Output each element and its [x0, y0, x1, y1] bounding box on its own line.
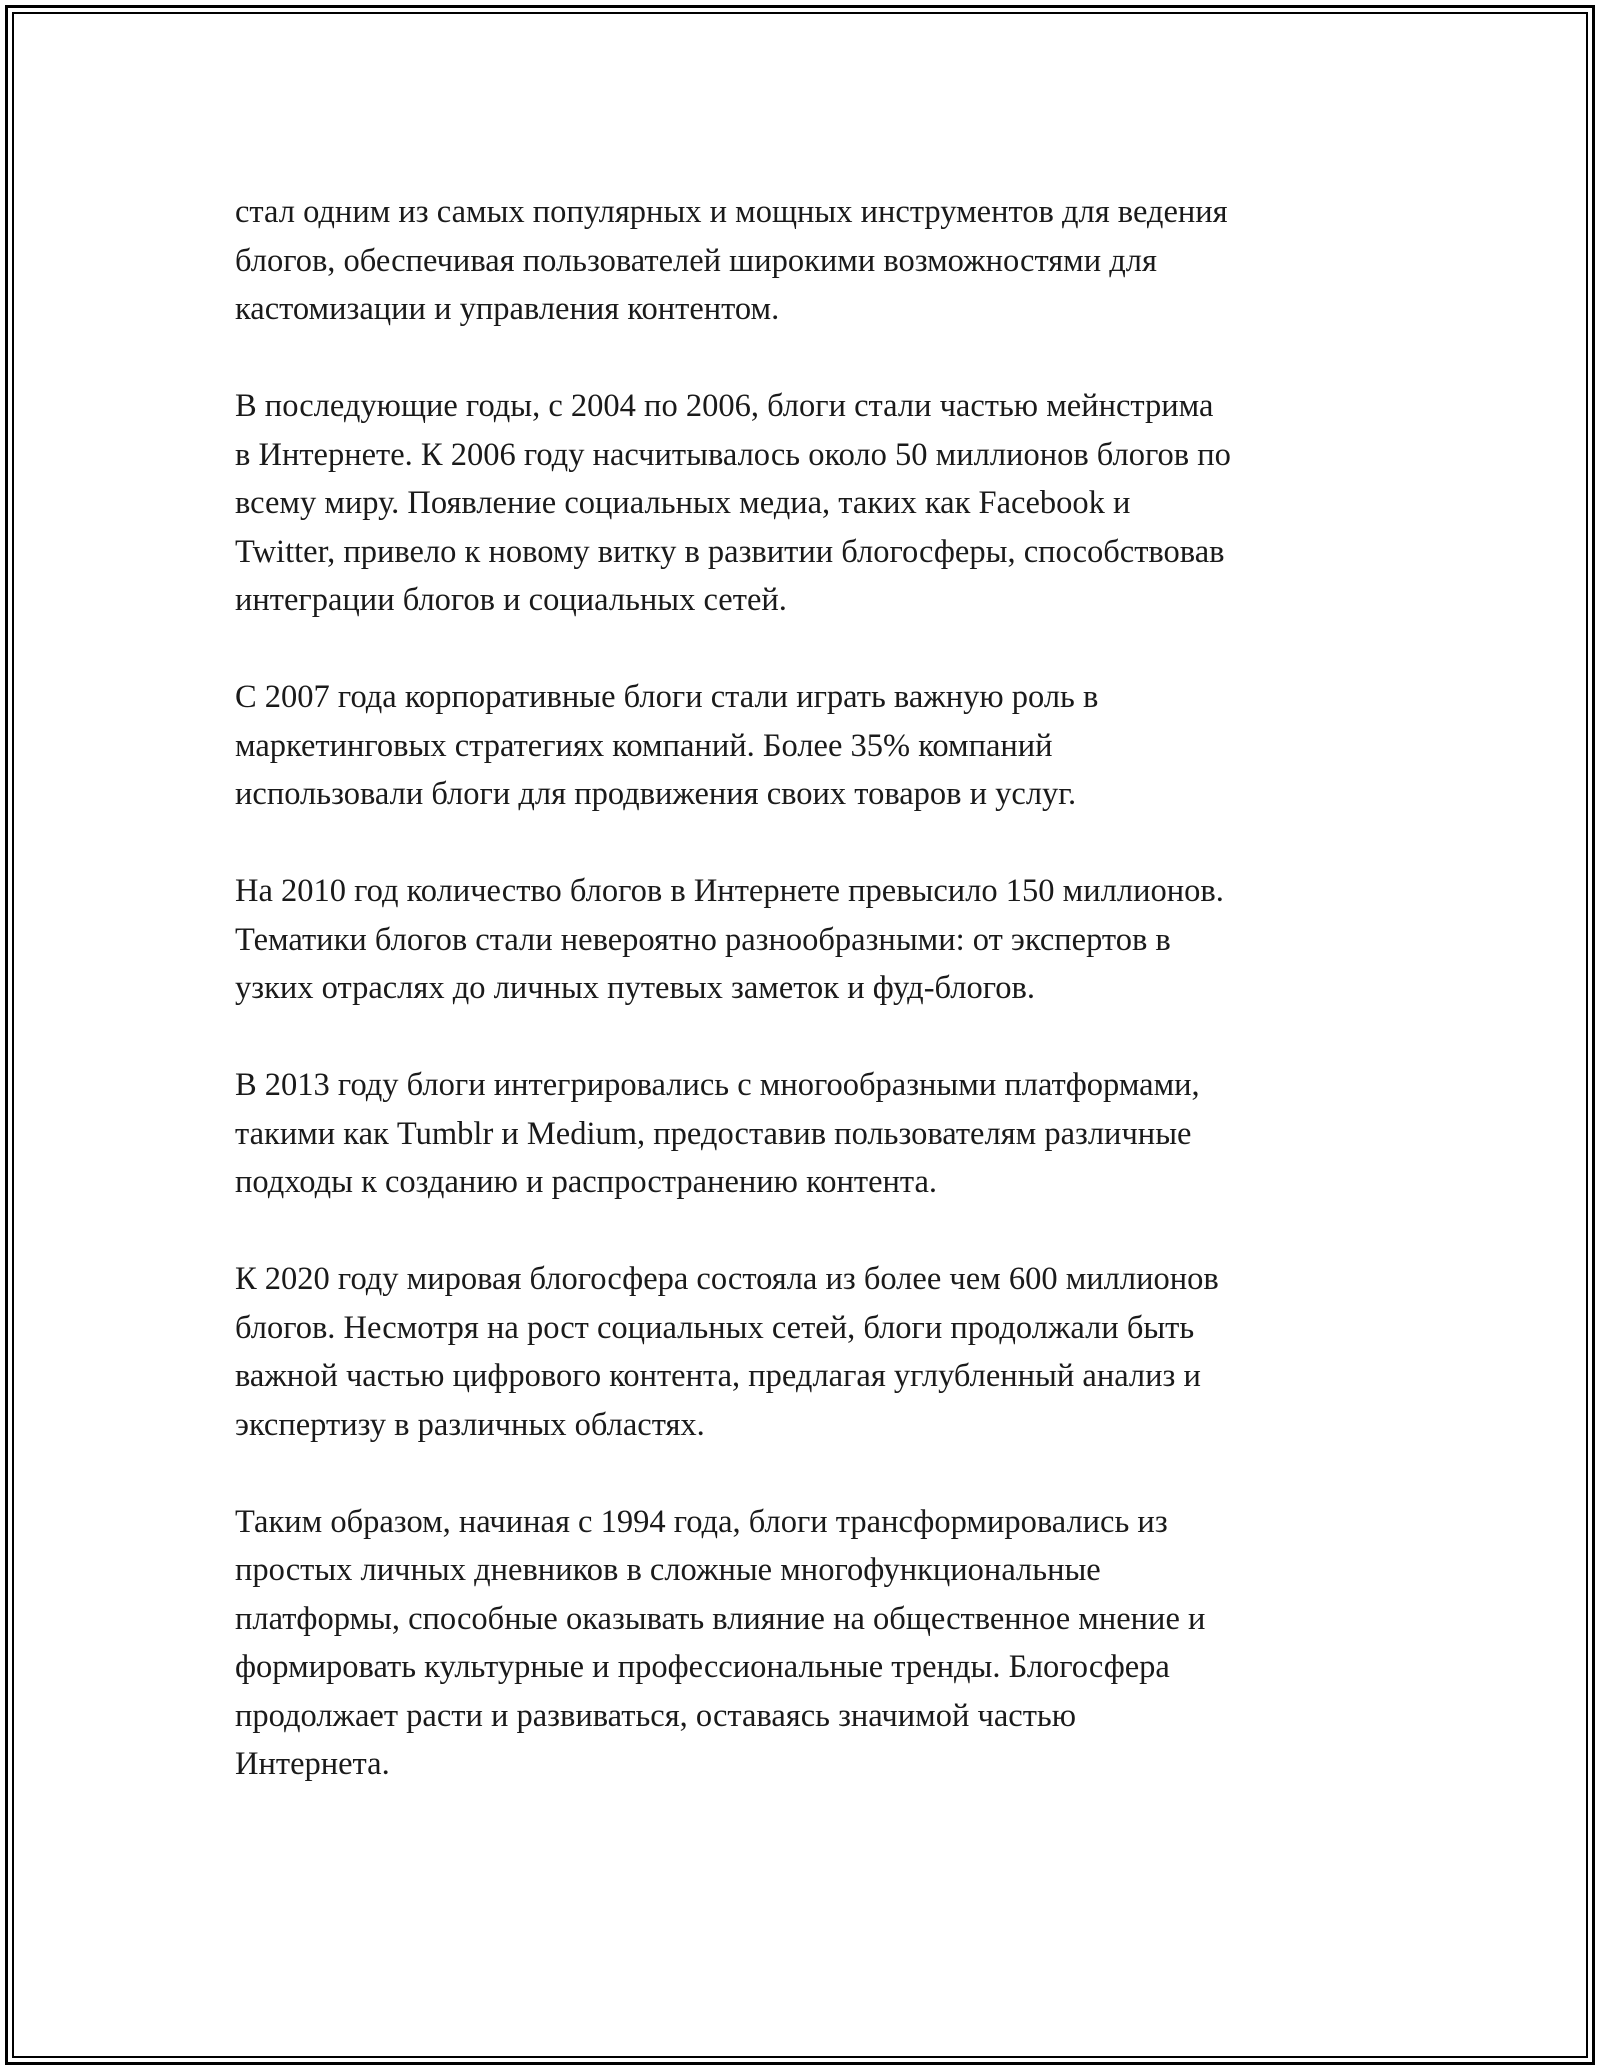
document-body — [235, 188, 1385, 1789]
paragraph-7: Таким образом, начиная с 1994 года, блоги трансформировались из простых личных дневников в сложные многофункциональные платформы, способные оказывать влияние на общественное мнение и формировать культурные и профессиональные тренды. Блогосфера продолжает расти и развиваться, оставаясь значимой частью Интернета. — [235, 1503, 1206, 1782]
paragraph-3: С 2007 года корпоративные блоги стали играть важную роль в маркетинговых стратегиях компаний. Более 35% компаний использовали блоги для продвижения своих товаров и услуг. — [235, 679, 1099, 812]
paragraph-6: К 2020 году мировая блогосфера состояла из более чем 600 миллионов блогов. Несмотря на рост социальных сетей, блоги продолжали быть важной частью цифрового контента, предлагая углубленный анализ и экспертизу в различных областях. — [235, 1261, 1219, 1443]
paragraph-4: На 2010 год количество блогов в Интернете превысило 150 миллионов. Тематики блогов стали невероятно разнообразными: от экспертов в узких отраслях до личных путевых заметок и фуд-блогов. — [235, 873, 1224, 1006]
paragraph-2: В последующие годы, с 2004 по 2006, блоги стали частью мейнстрима в Интернете. К 2006 году насчитывалось около 50 миллионов блогов по всему миру. Появление социальных медиа, таких как Facebook и Twitter, привело к новому витку в развитии блогосферы, способствовав интеграции блогов и социальных сетей. — [235, 388, 1231, 618]
paragraph-5: В 2013 году блоги интегрировались с многообразными платформами, такими как Tumblr и Medium, предоставив пользователям различные подходы к созданию и распространению контента. — [235, 1067, 1200, 1200]
paragraph-1: стал одним из самых популярных и мощных инструментов для ведения блогов, обеспечивая пользователей широкими возможностями для кастомизации и управления контентом. — [235, 194, 1228, 327]
